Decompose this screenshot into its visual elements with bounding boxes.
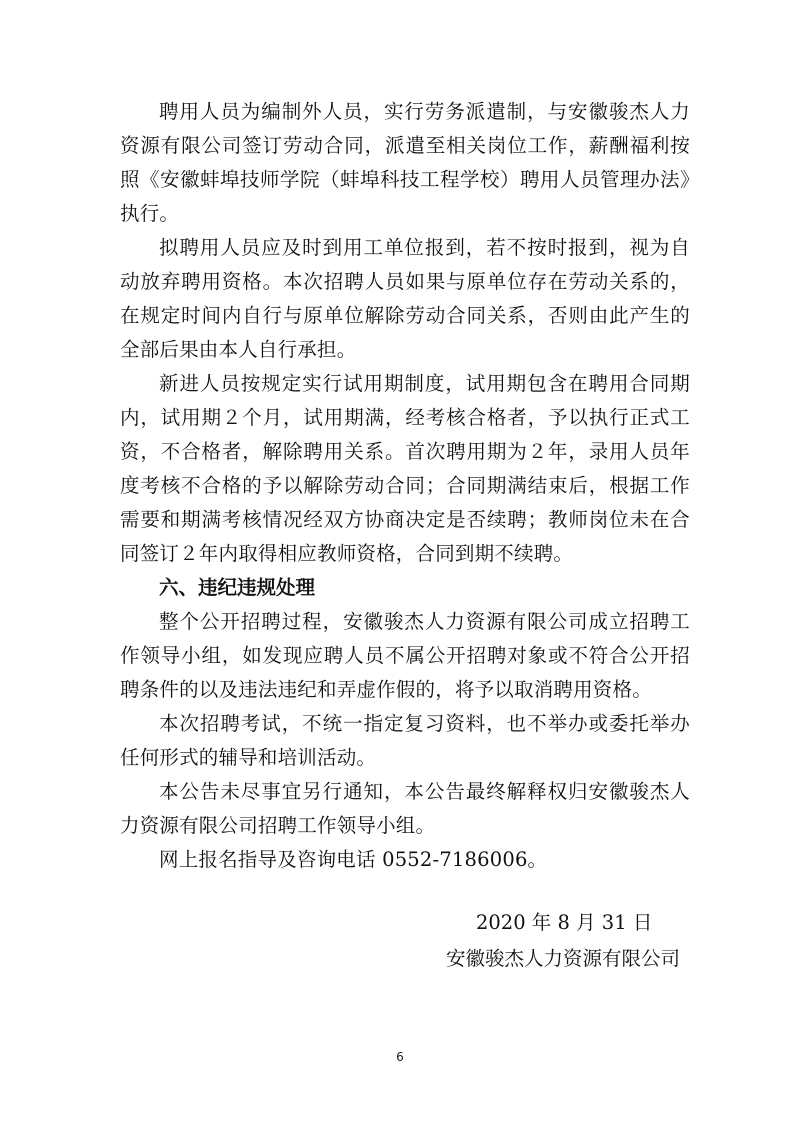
section-heading-discipline: 六、违纪违规处理: [159, 576, 316, 599]
paragraph-leadership-group: 整个公开招聘过程，安徽骏杰人力资源有限公司成立招聘工作领导小组，如发现应聘人员不属公开招聘对象或不符合公开招聘条件的以及违法违纪和弄虚作假的，将予以取消聘用资格。: [120, 610, 690, 701]
paragraph-no-materials: 本次招聘考试，不统一指定复习资料，也不举办或委托举办任何形式的辅导和培训活动。: [120, 712, 690, 769]
signature-block: [446, 905, 680, 977]
paragraph-contact-phone: 网上报名指导及咨询电话 0552-7186006。: [159, 848, 548, 871]
signature-date: 2020 年 8 月 31 日: [475, 911, 653, 934]
paragraph-interpretation: 本公告未尽事宜另行通知，本公告最终解释权归安徽骏杰人力资源有限公司招聘工作领导小组。: [120, 780, 690, 837]
paragraph-reporting: 拟聘用人员应及时到用工单位报到，若不按时报到，视为自动放弃聘用资格。本次招聘人员如果与原单位存在劳动关系的，在规定时间内自行与原单位解除劳动合同关系，否则由此产生的全部后果由本人自行承担。: [120, 236, 690, 361]
document-body: [120, 95, 690, 877]
paragraph-probation: 新进人员按规定实行试用期制度，试用期包含在聘用合同期内，试用期２个月，试用期满，经考核合格者，予以执行正式工资，不合格者，解除聘用关系。首次聘用期为２年，录用人员年度考核不合格的予以解除劳动合同；合同期满结束后，根据工作需要和期满考核情况经双方协商决定是否续聘；教师岗位未在合同签订２年内取得相应教师资格，合同到期不续聘。: [120, 372, 690, 565]
page-number: 6: [396, 1050, 404, 1064]
signature-organization: 安徽骏杰人力资源有限公司: [445, 947, 680, 970]
paragraph-employment-terms: 聘用人员为编制外人员，实行劳务派遣制，与安徽骏杰人力资源有限公司签订劳动合同，派遣至相关岗位工作，薪酬福利按照《安徽蚌埠技师学院（蚌埠科技工程学校）聘用人员管理办法》执行。: [120, 100, 690, 225]
